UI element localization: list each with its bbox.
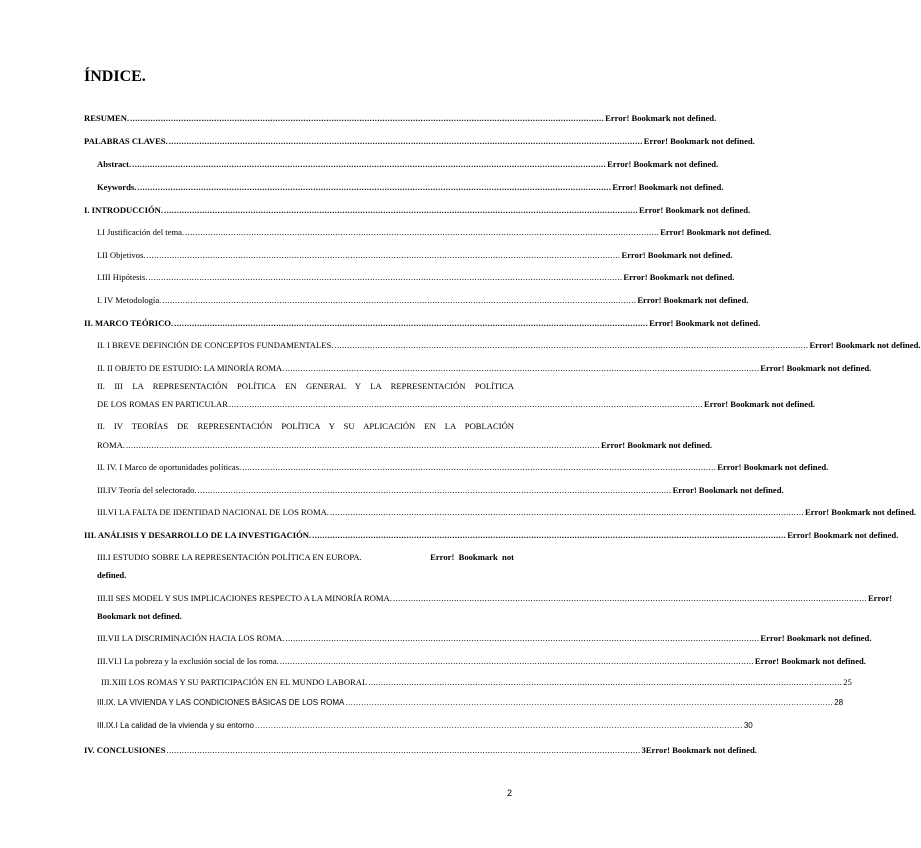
- leader-dots: ..........................................................................................................................................................................................: [254, 721, 743, 730]
- toc-entry-text: PALABRAS CLAVES.: [84, 136, 168, 146]
- toc-entry-text: I. IV Metodología.: [97, 295, 162, 305]
- leader-dots: ..........................................................................................................................................................................................: [132, 159, 607, 169]
- toc-entry-text: III.II SES MODEL Y SUS IMPLICACIONES RESPECTO A LA MINORÍA ROMA.: [97, 593, 392, 603]
- leader-dots: ..........................................................................................................................................................................................: [392, 593, 867, 603]
- toc-entry-mundo-laboral[interactable]: [101, 677, 852, 688]
- toc-entry-page: Error! Bookmark not defined.: [754, 656, 866, 666]
- leader-dots: ..........................................................................................................................................................................................: [130, 113, 605, 123]
- toc-title: ÍNDICE.: [84, 68, 146, 85]
- toc-entry-text: II. IV. I Marco de oportunidades políticas.: [97, 462, 242, 472]
- toc-entry-analisis[interactable]: [84, 530, 899, 541]
- toc-entry-teorias-line1[interactable]: II. IV TEORÍAS DE REPRESENTACIÓN POLÍTICA Y SU APLICACIÓN EN LA POBLACIÓN: [97, 421, 514, 431]
- toc-entry-calidad-vivienda[interactable]: [97, 720, 753, 731]
- toc-entry-text: III.VI LA FALTA DE IDENTIDAD NACIONAL DE LOS ROMA.: [97, 507, 329, 517]
- leader-dots: ..........................................................................................................................................................................................: [285, 363, 760, 373]
- toc-entry-page: Error! Bookmark not defined.: [605, 113, 717, 123]
- toc-entry-page: Error! Bookmark not defined.: [717, 462, 829, 472]
- toc-entry-text: I.III Hipótesis.: [97, 272, 148, 282]
- toc-entry-text: IV. CONCLUSIONES: [84, 745, 166, 755]
- toc-entry-page: Error!: [867, 593, 893, 603]
- toc-entry-objetivos[interactable]: [97, 250, 733, 261]
- toc-entry-conceptos[interactable]: [97, 340, 921, 351]
- toc-entry-text: III.VI.I La pobreza y la exclusión social de los roma.: [97, 656, 279, 666]
- toc-entry-page: Error! Bookmark not defined.: [660, 227, 772, 237]
- toc-entry-page: Error! Bookmark not defined.: [703, 399, 816, 409]
- leader-dots: ..........................................................................................................................................................................................: [334, 340, 809, 350]
- leader-dots: ..........................................................................................................................................................................................: [137, 182, 612, 192]
- toc-entry-page: Error! Bookmark not: [430, 552, 514, 562]
- toc-entry-text: Keywords.: [97, 182, 137, 192]
- toc-entry-representacion-line1[interactable]: II. III LA REPRESENTACIÓN POLÍTICA EN GENERAL Y LA REPRESENTACIÓN POLÍTICA: [97, 381, 514, 391]
- toc-entry-text: III.IV Teoría del selectorado.: [97, 485, 197, 495]
- leader-dots: ..........................................................................................................................................................................................: [164, 205, 639, 215]
- toc-entry-identidad-nacional[interactable]: [97, 507, 917, 518]
- toc-entry-estudio-europa[interactable]: [97, 552, 514, 563]
- leader-dots: ..........................................................................................................................................................................................: [345, 698, 834, 707]
- leader-dots: ..........................................................................................................................................................................................: [285, 633, 760, 643]
- leader-dots: ..........................................................................................................................................................................................: [279, 656, 754, 666]
- toc-entry-metodologia[interactable]: [97, 295, 749, 306]
- leader-dots: ..........................................................................................................................................................................................: [242, 462, 717, 472]
- toc-entry-vivienda[interactable]: [97, 697, 844, 708]
- leader-dots: ..........................................................................................................................................................................................: [174, 318, 649, 328]
- toc-entry-conclusiones[interactable]: [84, 745, 757, 756]
- toc-entry-estudio-europa-line2: defined.: [97, 570, 127, 580]
- toc-entry-page: 28: [834, 698, 844, 707]
- toc-entry-objeto-estudio[interactable]: [97, 363, 872, 374]
- toc-entry-page: Error! Bookmark not defined.: [649, 318, 761, 328]
- toc-entry-pobreza[interactable]: [97, 656, 866, 667]
- toc-entry-keywords[interactable]: [97, 182, 724, 193]
- toc-entry-page: Error! Bookmark not defined.: [804, 507, 917, 517]
- toc-entry-text: II. MARCO TEÓRICO.: [84, 318, 174, 328]
- leader-dots: ..........................................................................................................................................................................................: [146, 250, 621, 260]
- toc-entry-page: Error! Bookmark not defined.: [621, 250, 733, 260]
- toc-entry-text: ROMA.: [97, 440, 125, 450]
- toc-entry-page: Error! Bookmark not defined.: [639, 205, 751, 215]
- toc-entry-abstract[interactable]: [97, 159, 719, 170]
- page-number: 2: [507, 788, 513, 798]
- toc-entry-page: Error! Bookmark not defined.: [612, 182, 724, 192]
- leader-dots: ..........................................................................................................................................................................................: [329, 507, 804, 517]
- toc-entry-text: I.II Objetivos.: [97, 250, 146, 260]
- toc-entry-marco-oportunidades[interactable]: [97, 462, 829, 473]
- leader-dots: ..........................................................................................................................................................................................: [185, 227, 660, 237]
- toc-entry-text: III.IX. LA VIVIENDA Y LAS CONDICIONES BÁSICAS DE LOS ROMA: [97, 698, 345, 707]
- toc-entry-teorias[interactable]: [97, 440, 713, 451]
- toc-entry-ses-model-line2: Bookmark not defined.: [97, 611, 182, 621]
- toc-entry-hipotesis[interactable]: [97, 272, 735, 283]
- leader-dots: ..........................................................................................................................................................................................: [166, 745, 641, 755]
- toc-entry-page: Error! Bookmark not defined.: [607, 159, 719, 169]
- leader-dots: ..........................................................................................................................................................................................: [368, 677, 843, 687]
- toc-entry-introduccion[interactable]: [84, 205, 751, 216]
- toc-entry-justificacion[interactable]: [97, 227, 772, 238]
- leader-dots: ..........................................................................................................................................................................................: [148, 272, 623, 282]
- leader-dots: ..........................................................................................................................................................................................: [168, 136, 643, 146]
- toc-entry-representacion[interactable]: [97, 399, 816, 410]
- toc-entry-page: Error! Bookmark not defined.: [809, 340, 921, 350]
- toc-entry-text: I. INTRODUCCIÓN.: [84, 205, 164, 215]
- toc-entry-ses-model[interactable]: [97, 593, 893, 604]
- toc-entry-text: RESUMEN.: [84, 113, 130, 123]
- toc-entry-marco-teorico[interactable]: [84, 318, 761, 329]
- toc-entry-page: 3Error! Bookmark not defined.: [641, 745, 757, 755]
- toc-entry-text: III.VII LA DISCRIMINACIÓN HACIA LOS ROMA.: [97, 633, 285, 643]
- toc-entry-text: III.XIII LOS ROMAS Y SU PARTICIPACIÓN EN EL MUNDO LABORAL: [101, 677, 368, 687]
- toc-entry-page: Error! Bookmark not defined.: [787, 530, 899, 540]
- toc-entry-page: Error! Bookmark not defined.: [637, 295, 749, 305]
- toc-entry-page: 30: [743, 721, 753, 730]
- leader-dots: ..........................................................................................................................................................................................: [228, 399, 703, 409]
- toc-entry-text: III.IX.I La calidad de la vivienda y su entorno: [97, 721, 254, 730]
- toc-entry-page: 25: [843, 677, 852, 687]
- toc-entry-text: II. II OBJETO DE ESTUDIO: LA MINORÍA ROMA.: [97, 363, 285, 373]
- toc-entry-discriminacion[interactable]: [97, 633, 872, 644]
- leader-dots: ..........................................................................................................................................................................................: [312, 530, 787, 540]
- toc-entry-resumen[interactable]: [84, 113, 717, 124]
- leader-dots: ..........................................................................................................................................................................................: [125, 440, 600, 450]
- toc-entry-page: Error! Bookmark not defined.: [643, 136, 755, 146]
- leader-dots: ..........................................................................................................................................................................................: [162, 295, 637, 305]
- toc-entry-text: I.I Justificación del tema.: [97, 227, 185, 237]
- toc-entry-page: Error! Bookmark not defined.: [760, 633, 872, 643]
- leader-dots: ..........................................................................................................................................................................................: [197, 485, 672, 495]
- toc-entry-text: III.I ESTUDIO SOBRE LA REPRESENTACIÓN POLÍTICA EN EUROPA.: [97, 552, 362, 562]
- toc-entry-selectorado[interactable]: [97, 485, 784, 496]
- toc-entry-palabras-claves[interactable]: [84, 136, 755, 147]
- toc-entry-text: Abstract.: [97, 159, 132, 169]
- toc-entry-text: III. ANÁLISIS Y DESARROLLO DE LA INVESTIGACIÓN.: [84, 530, 312, 540]
- toc-entry-page: Error! Bookmark not defined.: [672, 485, 784, 495]
- toc-entry-text: II. I BREVE DEFINCIÓN DE CONCEPTOS FUNDAMENTALES.: [97, 340, 334, 350]
- toc-entry-page: Error! Bookmark not defined.: [623, 272, 735, 282]
- toc-entry-page: Error! Bookmark not defined.: [600, 440, 713, 450]
- toc-entry-text: DE LOS ROMAS EN PARTICULAR: [97, 399, 228, 409]
- toc-entry-page: Error! Bookmark not defined.: [760, 363, 872, 373]
